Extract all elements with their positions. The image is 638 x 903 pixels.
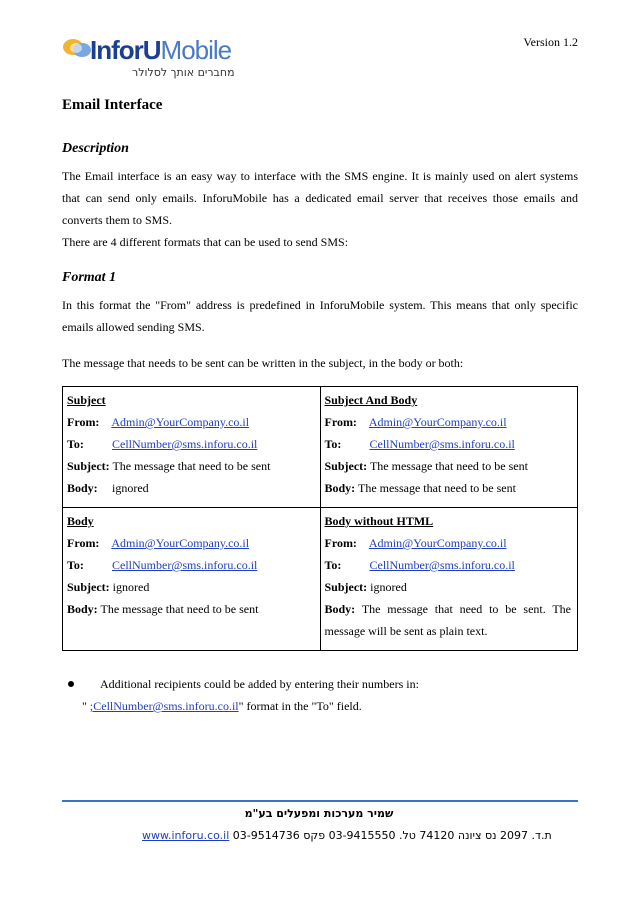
bullet-icon (68, 681, 74, 687)
to-email-link[interactable]: CellNumber@sms.inforu.co.il (369, 437, 515, 451)
from-label: From: (324, 536, 357, 550)
subject-label: Subject: (67, 580, 110, 594)
from-label: From: (67, 536, 100, 550)
cell-title: Subject And Body (324, 393, 418, 407)
cell-title: Body without HTML (324, 514, 434, 528)
format-cell-subject (63, 387, 321, 508)
to-label: To: (67, 558, 84, 572)
format-cell-body-without-html (320, 508, 578, 651)
from-email-link[interactable]: Admin@YourCompany.co.il (368, 536, 507, 550)
inforumobile-logo (62, 28, 237, 84)
from-email-link[interactable]: Admin@YourCompany.co.il (368, 415, 507, 429)
cell-title: Subject (67, 393, 106, 407)
body-value: The message that need to be sent (100, 602, 259, 616)
from-label: From: (324, 415, 357, 429)
cell-title: Body (67, 514, 94, 528)
subject-label: Subject: (324, 459, 368, 473)
description-heading: Description (62, 141, 129, 156)
footer-website-link[interactable]: www.inforu.co.il (142, 829, 230, 842)
recipients-note-list (62, 673, 578, 695)
version-label: Version 1.2 (523, 35, 578, 49)
page-title: Email Interface (62, 97, 163, 113)
document-body (62, 138, 578, 717)
footer-company-name: שמיר מערכות ומפעלים בע"מ (244, 807, 394, 820)
subject-value: ignored (370, 580, 407, 594)
from-email-link[interactable]: Admin@YourCompany.co.il (111, 536, 250, 550)
body-label: Body: (324, 481, 356, 495)
to-email-link[interactable]: CellNumber@sms.inforu.co.il (369, 558, 515, 572)
to-label: To: (324, 558, 342, 572)
footer-divider (62, 800, 578, 802)
subject-label: Subject: (67, 459, 110, 473)
format1-heading: Format 1 (62, 270, 117, 285)
format1-message-intro: The message that needs to be sent can be written in the subject, in the body or both: (62, 356, 464, 370)
list-item (62, 673, 578, 695)
format-cell-subject-and-body (320, 387, 578, 508)
open-quote: " (82, 699, 90, 713)
from-label: From: (67, 415, 100, 429)
format-cell-body (63, 508, 321, 651)
logo-tagline: מחברים אותך לסלולר (132, 66, 235, 79)
logo-wordmark (90, 36, 231, 64)
table-row (63, 508, 578, 651)
table-row (63, 387, 578, 508)
description-paragraph: The Email interface is an easy way to interface with the SMS engine. It is mainly used on alert systems that can send only emails. InforuMobile has a dedicated email server that receives those emails and converts them to SMS. (62, 169, 578, 227)
subject-value: ignored (112, 580, 150, 594)
logo-word-inforu: InforU (90, 35, 161, 65)
logo-word-mobile: Mobile (160, 35, 232, 65)
speech-bubble-icon (62, 36, 92, 62)
recipients-note: Additional recipients could be added by entering their numbers in: (100, 677, 419, 691)
to-email-link[interactable]: CellNumber@sms.inforu.co.il (112, 437, 258, 451)
from-email-link[interactable]: Admin@YourCompany.co.il (111, 415, 250, 429)
to-email-link[interactable]: CellNumber@sms.inforu.co.il (112, 558, 258, 572)
formats-intro: There are 4 different formats that can be used to send SMS: (62, 235, 349, 249)
footer-contact-details: ת.ד. 2097 נס ציונה 74120 טל. 03-9415550 פקס 03-9514736 (232, 829, 552, 842)
to-label: To: (324, 437, 342, 451)
to-label: To: (67, 437, 84, 451)
footer-contact-line (142, 828, 552, 845)
body-label: Body: (67, 602, 98, 616)
recipients-format-link[interactable]: ;CellNumber@sms.inforu.co.il (89, 699, 239, 713)
body-value: The message that need to be sent. The message will be sent as plain text. (324, 602, 571, 638)
subject-value: The message that need to be sent (112, 459, 271, 473)
body-label: Body: (324, 602, 356, 616)
body-value: ignored (112, 481, 149, 495)
recipients-format-line (62, 695, 578, 717)
body-label: Body: (67, 481, 98, 495)
body-value: The message that need to be sent (357, 481, 516, 495)
formats-table (62, 386, 578, 651)
recipients-format-rest: " format in the "To" field. (238, 699, 362, 713)
format1-paragraph: In this format the "From" address is predefined in InforuMobile system. This means that only specific emails allowed sending SMS. (62, 298, 578, 334)
subject-value: The message that need to be sent (369, 459, 528, 473)
subject-label: Subject: (324, 580, 368, 594)
